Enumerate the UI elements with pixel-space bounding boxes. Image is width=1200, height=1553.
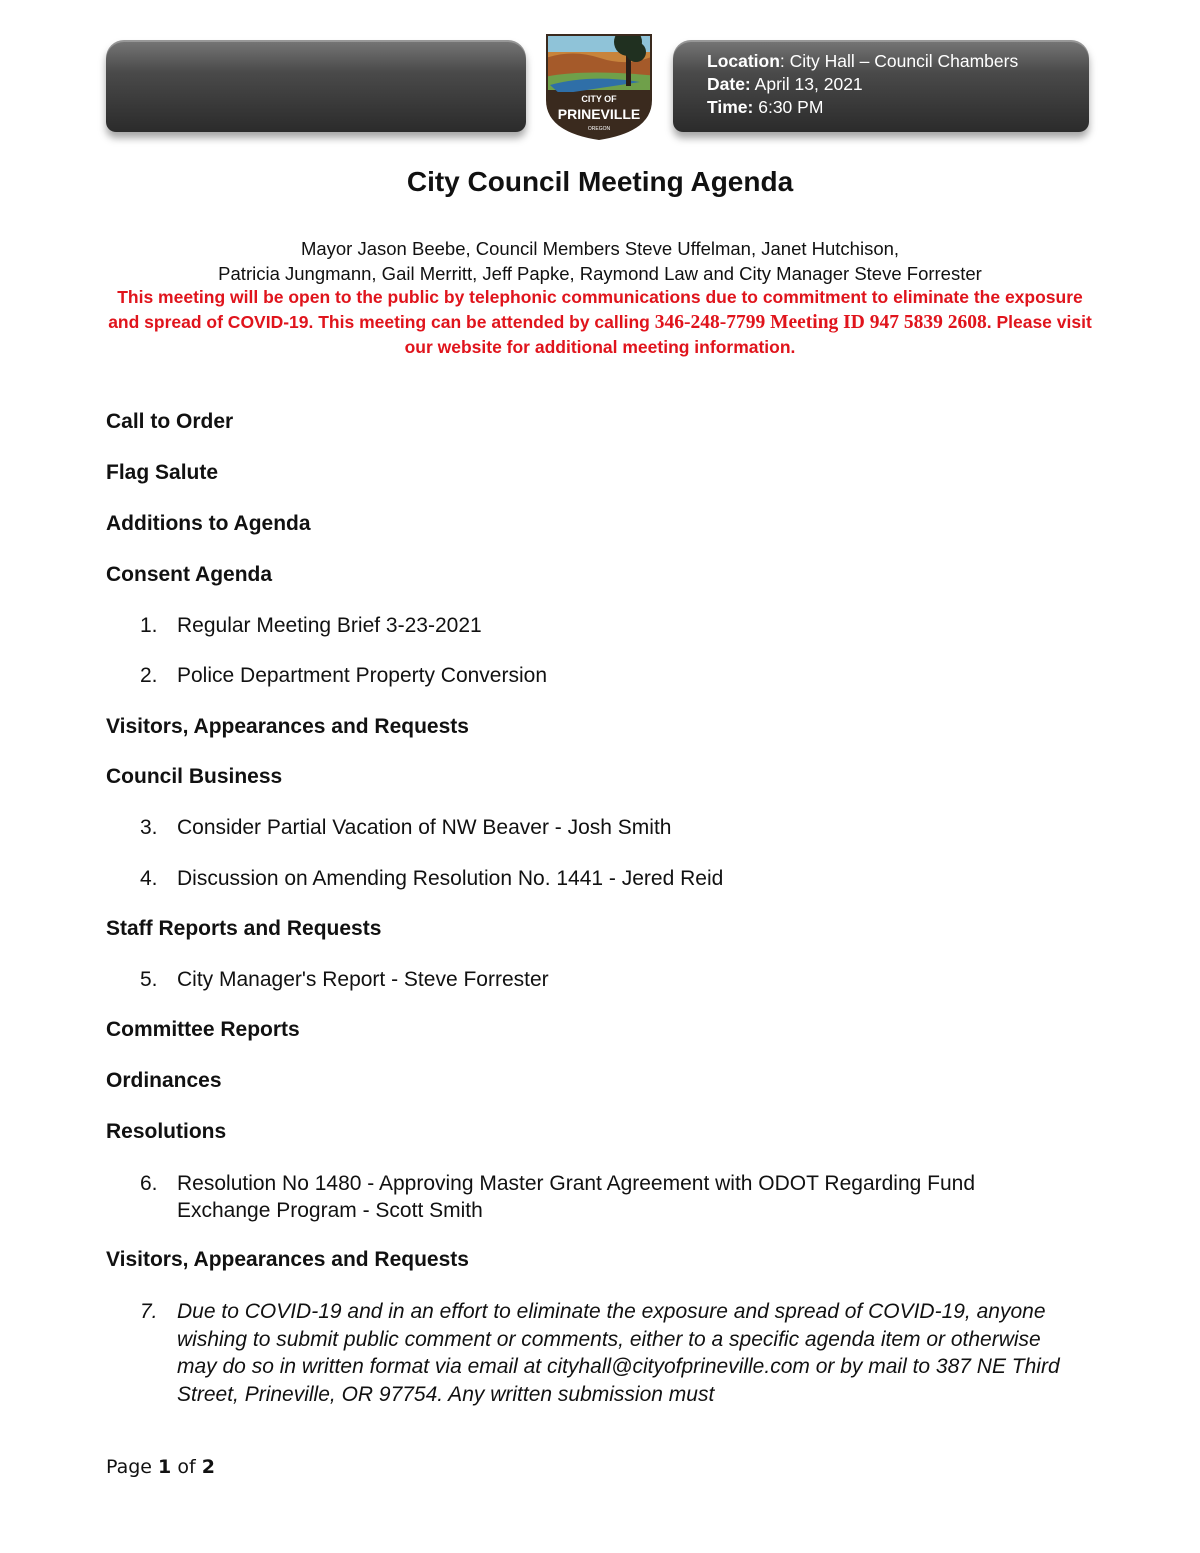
- section-consent-agenda: Consent Agenda: [106, 563, 273, 586]
- agenda-item: 3. Consider Partial Vacation of NW Beaver - Josh Smith: [140, 816, 672, 839]
- section-resolutions: Resolutions: [106, 1120, 227, 1143]
- meeting-info: [707, 50, 1018, 119]
- header-banner-left: [106, 40, 526, 132]
- header-banner-right: [673, 40, 1089, 132]
- section-council-business: Council Business: [106, 765, 283, 788]
- section-call-to-order: Call to Order: [106, 410, 234, 433]
- section-flag-salute: Flag Salute: [106, 461, 219, 484]
- council-members: Mayor Jason Beebe, Council Members Steve Uffelman, Janet Hutchison, Patricia Jungmann, Gail Merritt, Jeff Papke, Raymond Law and City Manager Steve Forrester: [218, 238, 982, 284]
- phone-meeting-id: 346-248-7799 Meeting ID 947 5839 2608: [654, 311, 987, 333]
- section-additions: Additions to Agenda: [106, 512, 311, 535]
- page-number: Page 1 of 2: [106, 1456, 215, 1478]
- logo-text-sub: OREGON: [587, 126, 611, 132]
- section-visitors-2: Visitors, Appearances and Requests: [106, 1248, 469, 1271]
- agenda-item: 7. Due to COVID-19 and in an effort to eliminate the exposure and spread of COVID-19, anyone wishing to submit public comment or comments, either to a specific agenda item or otherwise may do so in written format via email at cityhall@cityofprineville.com or by mail to 387 NE Third Street, Prineville, OR 97754. Any written submission must: [140, 1300, 1060, 1406]
- section-committee-reports: Committee Reports: [106, 1018, 300, 1041]
- agenda-item: 4. Discussion on Amending Resolution No. 1441 - Jered Reid: [140, 867, 724, 890]
- section-ordinances: Ordinances: [106, 1069, 222, 1092]
- logo-text-main: PRINEVILLE: [557, 106, 641, 122]
- page-title: City Council Meeting Agenda: [406, 166, 794, 197]
- agenda-item: 6. Resolution No 1480 - Approving Master Grant Agreement with ODOT Regarding Fund Exchange Program - Scott Smith: [140, 1172, 976, 1222]
- agenda-item: 5. City Manager's Report - Steve Forrester: [140, 968, 549, 991]
- logo-text-top: CITY OF: [581, 94, 617, 104]
- agenda-item: 2. Police Department Property Conversion: [140, 664, 548, 687]
- section-staff-reports: Staff Reports and Requests: [106, 917, 382, 940]
- section-visitors: Visitors, Appearances and Requests: [106, 715, 469, 738]
- covid-notice: This meeting will be open to the public by telephonic communications due to commitment to eliminate the exposure and spread of COVID-19. This meeting can be attended by calling 346-248-7799 Meeting ID 947 5839 2608. Please visit our website for additional meeting information.: [108, 287, 1092, 357]
- meeting-date: Date: April 13, 2021: [707, 74, 863, 94]
- agenda-item: 1. Regular Meeting Brief 3-23-2021: [140, 614, 482, 637]
- meeting-time: Time: 6:30 PM: [707, 97, 824, 117]
- city-logo: [540, 30, 658, 140]
- meeting-location: Location: City Hall – Council Chambers: [707, 51, 1019, 71]
